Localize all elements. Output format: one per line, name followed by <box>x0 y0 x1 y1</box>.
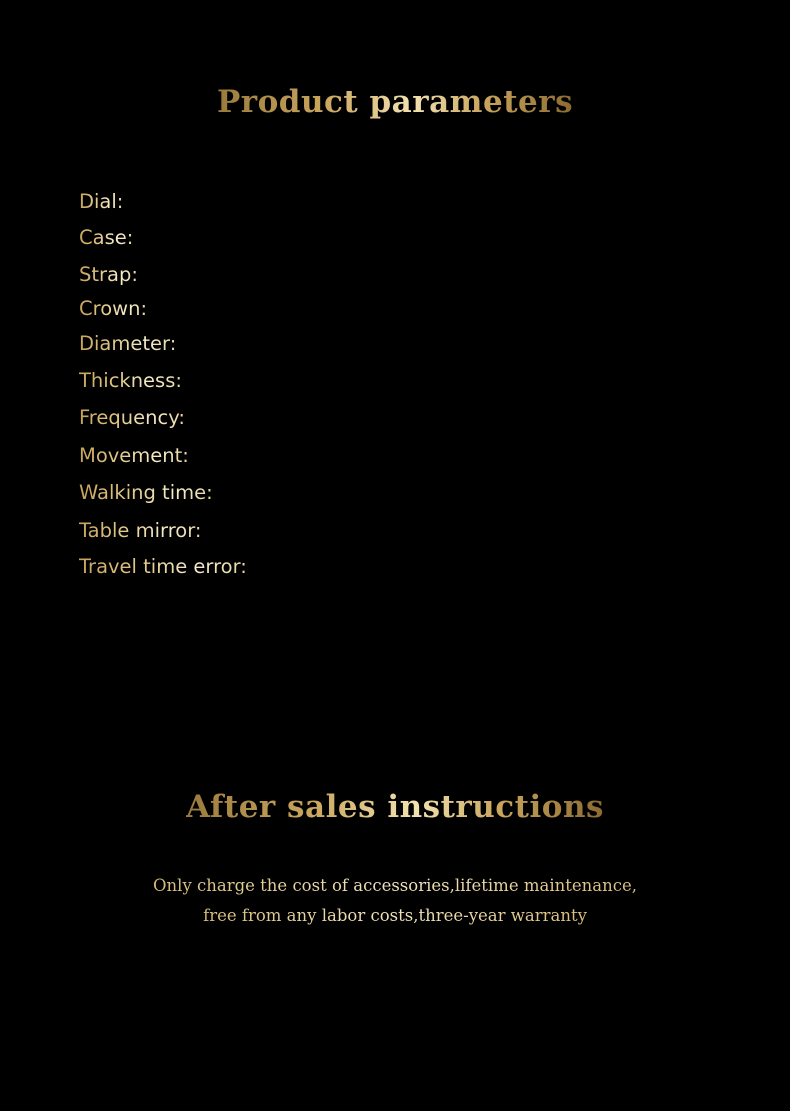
param-label: Movement: <box>79 444 189 467</box>
param-value: Stainless Steel <box>220 297 364 320</box>
param-row-case <box>79 226 364 250</box>
param-label: Frequency: <box>79 406 185 429</box>
param-value: Three_dimensional hollow sculpture process <box>219 190 651 213</box>
param-value: Original tourbillon hollow movement <box>222 444 579 467</box>
param-label: Strap: <box>79 263 138 286</box>
param-row-walking-time <box>79 481 521 505</box>
after-sales-line-1: Only charge the cost of accessories,lifetime maintenance, <box>153 876 637 895</box>
param-row-travel-time-error <box>79 555 730 579</box>
param-label: Thickness: <box>79 369 182 392</box>
param-value: 42MM <box>218 332 277 355</box>
param-value: First layer leather strap <box>224 263 453 286</box>
param-label: Diameter: <box>79 332 177 355</box>
param-row-table-mirror <box>79 519 472 543</box>
product-parameters-title: Product parameters <box>216 84 574 120</box>
param-label: Crown: <box>79 297 148 320</box>
param-label: Walking time: <box>79 481 213 504</box>
param-label: Table mirror: <box>79 519 202 542</box>
param-row-strap <box>79 263 453 287</box>
param-value: 28800 <box>228 406 291 429</box>
param-row-diameter <box>79 332 277 356</box>
after-sales-text <box>0 871 790 931</box>
param-value: Stainless Steel <box>220 226 364 249</box>
param-row-thickness <box>79 369 281 393</box>
after-sales-title: After sales instructions <box>186 789 604 825</box>
param-label: Travel time error: <box>79 555 247 578</box>
param-value: about 40 hours (hand loading) <box>224 481 521 504</box>
param-value: daily travel time error plus or minus 10 seconds <box>261 555 730 578</box>
param-value: Synthetic sapphire mirror <box>223 519 472 542</box>
after-sales-line-2: free from any labor costs,three-year warranty <box>203 906 587 925</box>
param-label: Case: <box>79 226 134 249</box>
param-row-crown <box>79 297 364 321</box>
param-row-frequency <box>79 406 291 430</box>
param-row-dial <box>79 190 651 214</box>
param-value: 12MM <box>222 369 281 392</box>
param-row-movement <box>79 444 579 468</box>
param-label: Dial: <box>79 190 124 213</box>
